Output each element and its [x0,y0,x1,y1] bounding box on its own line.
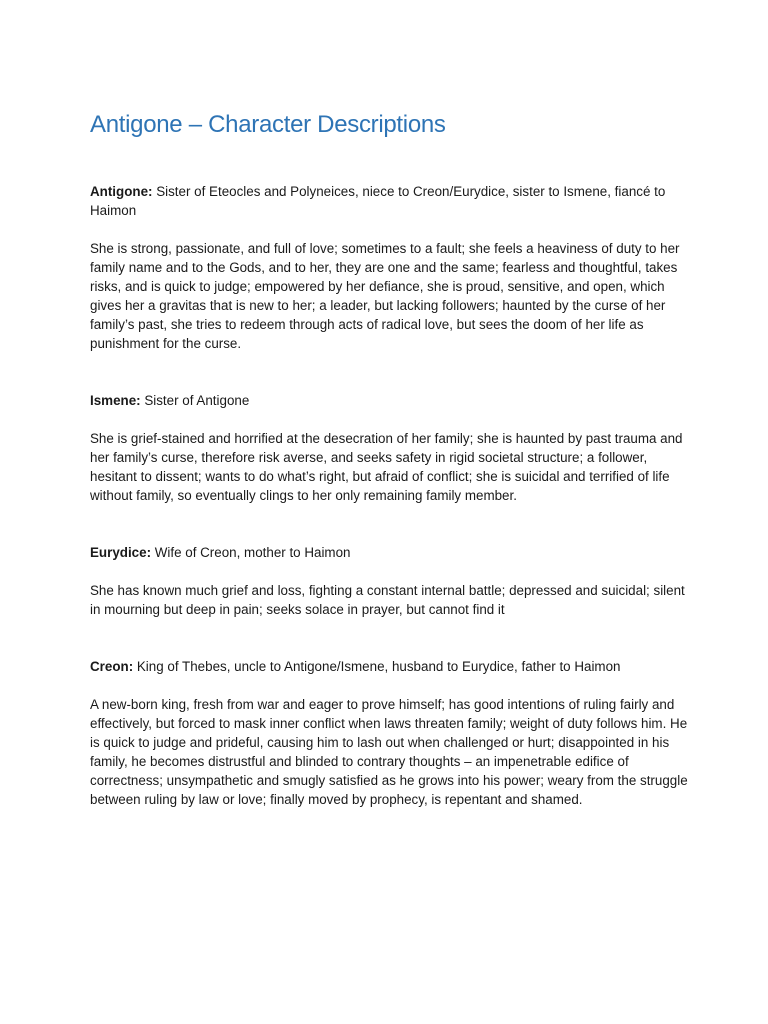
section-spacer [90,505,690,543]
document-page [90,108,690,809]
character-heading [90,543,690,562]
character-name: Creon: [90,659,134,674]
character-antigone [90,182,690,353]
section-spacer [90,353,690,391]
character-description: She is grief-stained and horrified at the desecration of her family; she is haunted by past trauma and her family’s curse, therefore risk averse, and seeks safety in rigid societal structure; a follower, hesitant to dissent; wants to do what’s right, but afraid of conflict; she is suicidal and terrified of life without family, so eventually clings to her only remaining family member. [90,431,683,503]
character-description: She is strong, passionate, and full of love; sometimes to a fault; she feels a heaviness of duty to her family name and to the Gods, and to her, they are one and the same; fearless and thoughtful, takes risks, and is quick to judge; empowered by her defiance, she is proud, sensitive, and open, which gives her a gravitas that is new to her; a leader, but lacking followers; haunted by the curse of her family’s past, she tries to redeem through acts of radical love, but sees the doom of her life as punishment for the curse. [90,241,680,351]
character-heading [90,182,690,220]
character-heading [90,391,690,410]
character-creon [90,657,690,809]
character-relation: Wife of Creon, mother to Haimon [151,545,351,560]
character-name: Eurydice: [90,545,152,560]
character-description: A new-born king, fresh from war and eager to prove himself; has good intentions of ruling fairly and effectively, but forced to mask inner conflict when laws threaten family; weight of duty follows him. He is quick to judge and prideful, causing him to lash out when challenged or hurt; disappointed in his family, he becomes distrustful and blinded to contrary thoughts – an impenetrable edifice of correctness; unsympathetic and smugly satisfied as he grows into his power; weary from the struggle between ruling by law or love; finally moved by prophecy, is repentant and shamed. [90,697,688,807]
document-title: Antigone – Character Descriptions [90,111,446,138]
character-eurydice [90,543,690,619]
character-relation: Sister of Antigone [140,393,250,408]
character-relation: Sister of Eteocles and Polyneices, niece to Creon/Eurydice, sister to Ismene, fiancé to Haimon [90,184,666,218]
section-spacer [90,619,690,657]
character-relation: King of Thebes, uncle to Antigone/Ismene, husband to Eurydice, father to Haimon [133,659,621,674]
character-description: She has known much grief and loss, fighting a constant internal battle; depressed and suicidal; silent in mourning but deep in pain; seeks solace in prayer, but cannot find it [90,583,685,617]
character-ismene [90,391,690,505]
character-name: Ismene: [90,393,141,408]
character-heading [90,657,690,676]
character-name: Antigone: [90,184,153,199]
